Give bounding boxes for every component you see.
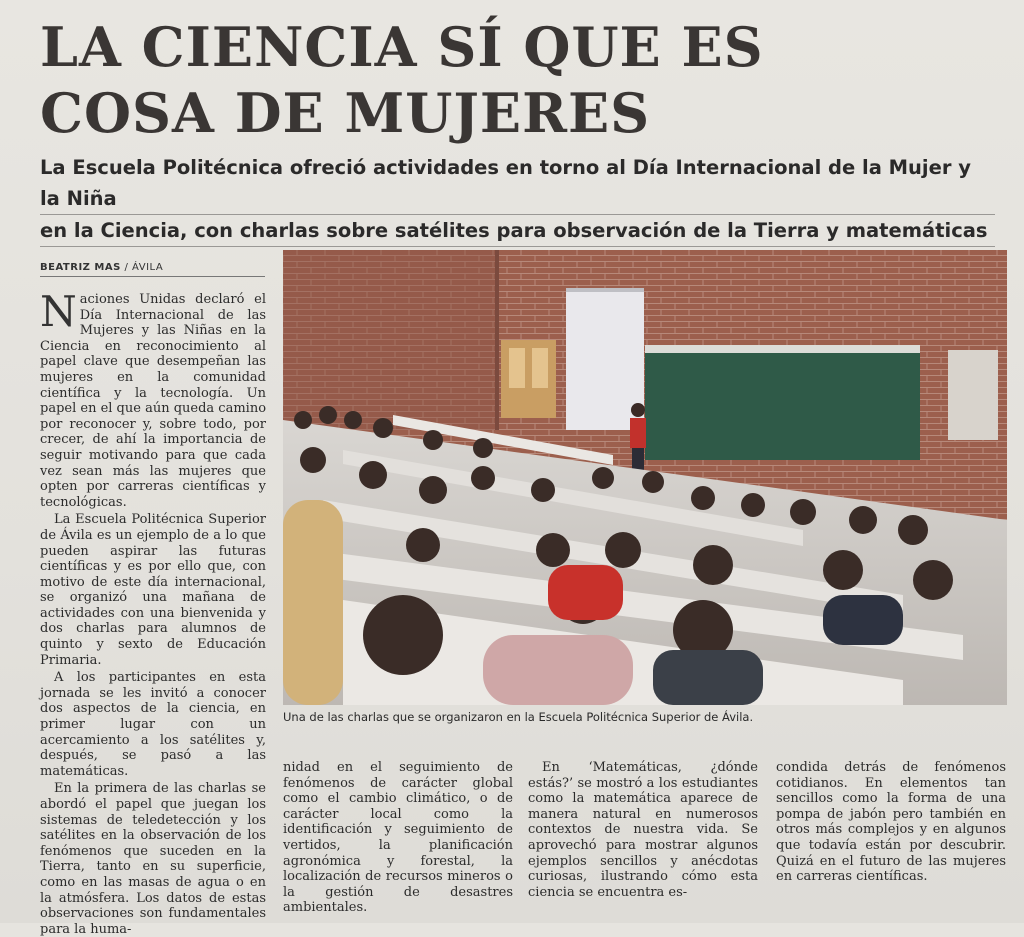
article-photo — [283, 250, 1007, 705]
paragraph-1-text: aciones Unidas declaró el Día Internacional de las Mujeres y las Niñas en la Ciencia en reconocimiento al papel clave que desempeñan las mujeres en la comunidad científica y la tecnología. Un papel en el que aún queda camino por reconocer y, sobre todo, por crecer, de ahí la importancia de seguir motivando para que cada vez sean más las mujeres que opten por carreras científicas y tecnológicas. — [40, 292, 267, 510]
article-column-1 — [40, 287, 267, 937]
paragraph-3: A los participantes en esta jornada se les invitó a conocer dos aspectos de la ciencia, en primer lugar con un acercamiento a los satélites y, después, se pasó a las matemáticas. — [40, 670, 266, 779]
column-2-text: nidad en el seguimiento de fenómenos de carácter global como el cambio climático, o de carácter local como la identificación y seguimiento de vertidos, la planificación agronómica y forestal, la localización de recursos mineros o la gestión de desastres ambientales. — [283, 760, 513, 916]
headline — [40, 14, 1000, 146]
paragraph-4: En la primera de las charlas se abordó el papel que juegan los sistemas de teledetección y los satélites en la observación de los fenómenos que suceden en la Tierra, tanto en su superficie, como en las masas de agua o en la atmósfera. Los datos de estas observaciones son fundamentales para la huma- — [40, 781, 266, 937]
subheadline-line-1: La Escuela Politécnica ofreció actividades en torno al Día Internacional de la Mujer y la Niña — [40, 152, 995, 215]
byline-place: ÁVILA — [132, 262, 164, 273]
article-column-3 — [528, 760, 758, 902]
byline-separator: / — [120, 262, 133, 273]
article-column-2 — [283, 760, 513, 918]
byline-author: BEATRIZ MAS — [40, 262, 121, 273]
paragraph-1 — [40, 287, 267, 510]
headline-line-2: COSA DE MUJERES — [40, 81, 651, 145]
column-3-text: En ‘Matemáticas, ¿dónde estás?’ se mostró a los estudiantes como la matemática aparece de manera natural en numerosos contextos de nuestra vida. Se aprovechó para mostrar algunos ejemplos sencillos y anécdotas curiosas, ilustrando cómo esta ciencia se encuentra es- — [528, 760, 758, 900]
column-4-text: condida detrás de fenómenos cotidianos. En elementos tan sencillos como la forma de una pompa de jabón pero también en otros más complejos y en algunos que todavía están por descubrir. Quizá en el futuro de las mujeres en carreras científicas. — [776, 760, 1006, 885]
dropcap: N — [40, 287, 77, 336]
classroom-photo-illustration — [283, 250, 1007, 705]
article-column-4 — [776, 760, 1006, 887]
subheadline — [40, 152, 995, 247]
byline — [40, 262, 265, 277]
paragraph-2: La Escuela Politécnica Superior de Ávila es un ejemplo de a lo que pueden aspirar las futuras científicas y es por ello que, con motivo de este día internacional, se organizó una mañana de actividades con una bienvenida y dos charlas para alumnos de quinto y sexto de Educación Primaria. — [40, 512, 266, 668]
headline-line-1: LA CIENCIA SÍ QUE ES — [40, 15, 764, 79]
photo-caption: Una de las charlas que se organizaron en la Escuela Politécnica Superior de Ávila. — [283, 710, 754, 724]
subheadline-line-2: en la Ciencia, con charlas sobre satélites para observación de la Tierra y matemáticas — [40, 215, 995, 247]
